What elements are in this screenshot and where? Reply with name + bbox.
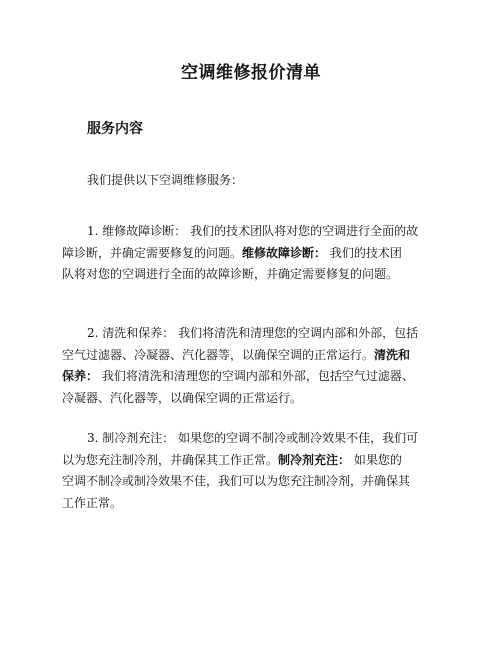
paragraph-line (62, 450, 447, 472)
bold-term: 维修故障诊断： (242, 245, 327, 260)
bold-term: 保养： (62, 369, 99, 383)
paragraph-line: 冷凝器、汽化器等，以确保空调的正常运行。 (62, 390, 303, 405)
paragraph-line: 3. 制冷剂充注： 如果您的空调不制冷或制冷效果不佳，我们可 (87, 431, 419, 445)
paragraph-text: 障诊断，并确定需要修复的问题。 (62, 245, 243, 260)
paragraph-text: 空气过滤器、冷凝器、汽化器等，以确保空调的正常运行。 (62, 347, 375, 362)
paragraph-text: 我们的技术团 (326, 245, 402, 260)
paragraph-line: 1. 维修故障诊断： 我们的技术团队将对您的空调进行全面的故 (87, 224, 419, 238)
paragraph-text: 我们将清洗和清理您的空调内部和外部，包括空气过滤器、 (98, 369, 414, 383)
intro-paragraph: 我们提供以下空调维修服务： (87, 173, 244, 187)
service-item-diagnosis (62, 221, 447, 286)
paragraph-text: 以为您充注制冷剂，并确保其工作正常。 (62, 452, 279, 467)
paragraph-line (62, 345, 447, 367)
paragraph-line: 队将对您的空调进行全面的故障诊断，并确定需要修复的问题。 (62, 267, 399, 281)
paragraph-line (62, 243, 447, 265)
service-item-cleaning (62, 323, 447, 409)
service-item-refrigerant (62, 428, 447, 514)
document-title: 空调维修报价清单 (181, 63, 321, 83)
paragraph-line (62, 366, 447, 388)
paragraph-line: 工作正常。 (62, 495, 123, 510)
section-heading: 服务内容 (87, 121, 143, 137)
bold-term: 制冷剂充注： (278, 452, 351, 467)
bold-term: 清洗和 (374, 347, 411, 362)
paragraph-line: 空调不制冷或制冷效果不佳，我们可以为您充注制冷剂，并确保其 (62, 474, 411, 488)
paragraph-line: 2. 清洗和保养： 我们将清洗和清理您的空调内部和外部，包括 (87, 326, 419, 340)
paragraph-text: 如果您的 (350, 452, 402, 467)
